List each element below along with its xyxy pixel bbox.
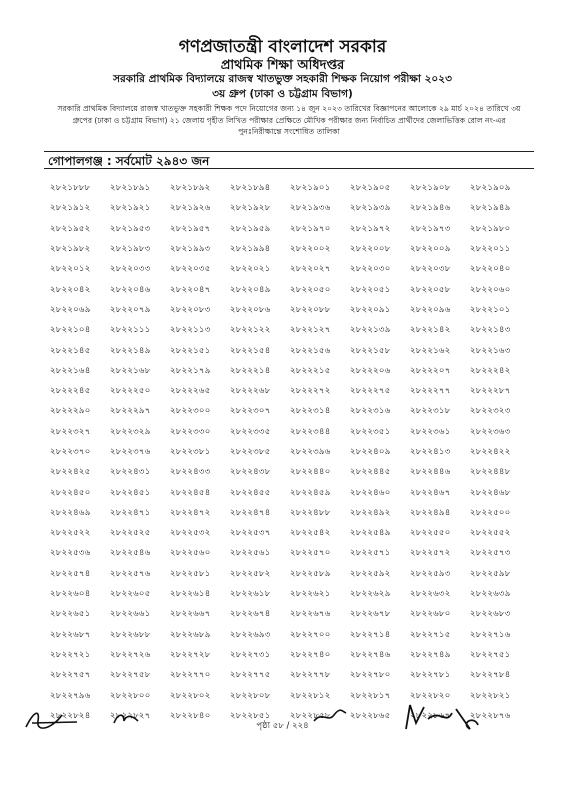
roll-number: ২৮২২০৩০: [350, 264, 391, 275]
roll-number: ২৮২১৯৫২: [50, 223, 91, 234]
roll-number: ২৮২২৫০০: [470, 507, 511, 518]
roll-number: ২৮২২৭৪৯: [410, 649, 451, 660]
roll-row: [50, 584, 530, 604]
roll-number: ২৮২২৭৭৫: [230, 670, 271, 681]
roll-number: ২৮২২৫২৫: [110, 528, 151, 539]
roll-number: ২৮২২৪৪৮: [470, 467, 511, 478]
roll-number: ২৮২২০০৮: [350, 244, 391, 255]
roll-number: ২৮২২৩০৭: [230, 406, 271, 417]
roll-number: ২৮২১৯৯৩: [170, 244, 211, 255]
roll-number: ২৮২২১১১: [110, 325, 151, 336]
roll-row: [50, 279, 530, 299]
roll-number: ২৮২২৪৫৪: [170, 487, 211, 498]
signature-3: [312, 707, 348, 727]
roll-number: ২৮২২১৫৮: [350, 345, 391, 356]
roll-number: ২৮২২৪৭৪: [230, 507, 271, 518]
roll-row: [50, 645, 530, 665]
roll-number: ২৮২২৪৩৩: [170, 467, 211, 478]
roll-number: ২৮২১৯৭২: [350, 223, 391, 234]
roll-number: ২৮২২৭২৮: [170, 649, 211, 660]
page-number: পৃষ্ঠা ৫৮ / ২২৪: [256, 721, 309, 731]
roll-number: ২৮২২৮২৪: [50, 710, 91, 721]
roll-number: ২৮২২০৮৩: [170, 304, 211, 315]
roll-number: ২৮২১৯৫৩: [110, 223, 151, 234]
roll-number: ২৮২২৭৮৪: [470, 670, 511, 681]
roll-number: ২৮২২২৮৭: [470, 386, 511, 397]
roll-number: ২৮২১৯৩৬: [290, 203, 331, 214]
roll-number: ২৮২১৯৪৯: [470, 203, 511, 214]
roll-row: [50, 462, 530, 482]
roll-number: ২৮২২২১৪: [230, 365, 271, 376]
roll-number: ২৮২২৩২৩: [470, 406, 511, 417]
roll-number: ২৮২২০৪৬: [110, 284, 151, 295]
district-separator: :: [106, 154, 112, 168]
roll-number: ২৮২২১৩৯: [350, 325, 391, 336]
roll-row: [50, 381, 530, 401]
roll-number: ২৮২২৭৯৬: [50, 690, 91, 701]
roll-number: ২৮২২৪৫১: [110, 487, 151, 498]
roll-number: ২৮২২৫৮৯: [290, 568, 331, 579]
roll-number: ২৮২২০৩৫: [170, 264, 211, 275]
roll-number: ২৮২২৪৫০: [50, 487, 91, 498]
roll-number: ২৮২২৮৬৫: [350, 710, 391, 721]
roll-number: ২৮২২৪৭১: [110, 507, 151, 518]
roll-number: ২৮২২৩৫১: [350, 426, 391, 437]
roll-number: ২৮২২৭১৬: [470, 629, 511, 640]
roll-number: ২৮২১৯৮৩: [110, 244, 151, 255]
roll-number: ২৮২২৩২৯: [110, 426, 151, 437]
roll-number: ২৮২২৪৩১: [110, 467, 151, 478]
roll-number: ২৮২২৪৬৯: [50, 507, 91, 518]
roll-number: ২৮২২০৫১: [350, 284, 391, 295]
roll-number: ২৮২২০৫০: [290, 284, 331, 295]
roll-number: ২৮২২৭৭৮: [290, 670, 331, 681]
roll-row: [50, 259, 530, 279]
roll-number: ২৮২২৭৮১: [410, 670, 451, 681]
roll-number: ২৮২২০১১: [470, 244, 511, 255]
roll-number: ২৮২২৭৩১: [230, 649, 271, 660]
roll-number: ২৮২২৫৩৬: [50, 548, 91, 559]
roll-number: ২৮২২০৩৩: [110, 264, 151, 275]
roll-number: ২৮২২১০১: [470, 304, 511, 315]
roll-number: ২৮২২৪৮৮: [290, 507, 331, 518]
roll-number: ২৮২১৮৯২: [170, 183, 211, 194]
roll-number: ২৮২২৬৮৩: [470, 609, 511, 620]
roll-number: ২৮২২০৮৮: [290, 304, 331, 315]
roll-number: ২৮২২৬৮৭: [50, 629, 91, 640]
roll-number: ২৮২২৩৪৪: [290, 426, 331, 437]
district-total: সর্বমোট ২৯৪৩ জন: [115, 154, 210, 168]
roll-number: ২৮২২৬৭৪: [230, 609, 271, 620]
roll-number: ২৮২২২৪২: [470, 365, 511, 376]
roll-number: ২৮২২৪৬৭: [410, 487, 451, 498]
roll-number: ২৮২২৮২০: [410, 690, 451, 701]
roll-number: ২৮২২৫৭১: [350, 548, 391, 559]
roll-number: ২৮২২৫৯৮: [470, 568, 511, 579]
roll-number: ২৮২১৮৯৪: [230, 183, 271, 194]
roll-row: [50, 523, 530, 543]
roll-number: ২৮২২১৫৪: [230, 345, 271, 356]
roll-number: ২৮২২১৪২: [410, 325, 451, 336]
roll-number: ২৮২২৭২১: [50, 649, 91, 660]
roll-row: [50, 361, 530, 381]
roll-number: ২৮২২৫৯২: [350, 568, 391, 579]
roll-number: ২৮২২৩১৪: [290, 406, 331, 417]
roll-number-table: [50, 178, 530, 726]
roll-number: ২৮২২৪৪০: [290, 467, 331, 478]
directorate-title: প্রাথমিক শিক্ষা অধিদপ্তর: [220, 58, 345, 73]
roll-number: ২৮২২০০৯: [410, 244, 451, 255]
roll-number: ২৮২২৪২২: [470, 447, 511, 457]
roll-number: ২৮২২৮১২: [290, 690, 331, 701]
roll-number: ২৮২২৮২৭: [110, 710, 151, 721]
roll-number: ২৮২২১৬৮: [110, 365, 151, 376]
roll-number: ২৮২১৯২১: [110, 203, 151, 214]
roll-number: ২৮২১৯৯৪: [230, 244, 271, 255]
roll-number: ২৮২২৭০০: [290, 629, 331, 640]
roll-number: ২৮২২৫৭৪: [50, 568, 91, 579]
roll-number: ২৮২২৩৮১: [170, 447, 211, 457]
roll-number: ২৮২২১৪৩: [470, 325, 511, 336]
roll-row: [50, 422, 530, 442]
roll-number: ২৮২২১৬২: [410, 345, 451, 356]
roll-number: ২৮২২৭১৪: [350, 629, 391, 640]
roll-number: ২৮২২৩১৬: [350, 406, 391, 417]
roll-number: ২৮২২৮৭৬: [470, 710, 511, 721]
roll-number: ২৮২২৪৩৮: [230, 467, 271, 478]
roll-row: [50, 604, 530, 624]
roll-number: ২৮২১৯০৫: [350, 183, 391, 194]
roll-number: ২৮২২৫৪৬: [110, 548, 151, 559]
roll-row: [50, 219, 530, 239]
roll-number: ২৮২২৬০৫: [110, 589, 151, 600]
roll-number: ২৮২২৫৩৭: [230, 528, 271, 539]
roll-number: ২৮২১৯৮০: [470, 223, 511, 234]
roll-number: ২৮২২৫৭৩: [470, 548, 511, 559]
roll-number: ২৮২২৬৮০: [410, 609, 451, 620]
roll-number: ২৮২২৫৪২: [290, 528, 331, 539]
roll-number: ২৮২২৫৬০: [170, 548, 211, 559]
roll-row: [50, 401, 530, 421]
roll-number: ২৮২১৯৩৯: [350, 203, 391, 214]
roll-number: ২৮২২৬৯৩: [230, 629, 271, 640]
roll-number: ২৮২২৬২৯: [350, 589, 391, 600]
roll-row: [50, 482, 530, 502]
roll-number: ২৮২২৬২১: [290, 589, 331, 600]
roll-number: ২৮২২১২২: [230, 325, 271, 336]
notice-description: সরকারি প্রাথমিক বিদ্যালয়ে রাজস্ব খাতভুক্ত সহকারী শিক্ষক পদে নিয়োগের জন্য ১৪ জুন ২০২৩ তারিখের বিজ্ঞাপনের আলোকে ২৯ মার্চ ২০২৪ তারিখে ৩য় গ্রুপের (ঢাকা ও চট্টগ্রাম বিভাগ) ২১ জেলায় গৃহীত লিখিত পরীক্ষার প্রেক্ষিতে মৌখিক পরীক্ষার জন্য নির্বাচিত প্রার্থীদের জেলাভিত্তিক রোল নং-এর পুনঃনিরীক্ষান্তে সংশোধিত তালিকা: [57, 104, 521, 136]
roll-row: [50, 543, 530, 563]
roll-number: ২৮২২২৭৭: [410, 386, 451, 397]
roll-number: ২৮২২২৬৮: [230, 386, 271, 397]
roll-number: ২৮২২৬৬১: [110, 609, 151, 620]
roll-number: ২৮২২৩৩০: [170, 426, 211, 437]
roll-number: ২৮২২৫৮১: [170, 568, 211, 579]
roll-number: ২৮২২৫৩২: [170, 528, 211, 539]
roll-number: ২৮২২৭১৫: [410, 629, 451, 640]
roll-number: ২৮২২২০৬: [350, 365, 391, 376]
roll-number: ২৮২২৩৮৫: [230, 447, 271, 457]
roll-number: ২৮২১৯০৮: [410, 183, 451, 194]
roll-number: ২৮২২৭৪০: [290, 649, 331, 660]
roll-row: [50, 239, 530, 259]
roll-number: ২৮২২৬৩৯: [470, 589, 511, 600]
roll-number: ২৮২২৩৬৩: [470, 426, 511, 437]
roll-number: ২৮২২১০৪: [50, 325, 91, 336]
roll-number: ২৮২২৮০০: [110, 690, 151, 701]
roll-row: [50, 503, 530, 523]
roll-number: ২৮২২১৪৯: [110, 345, 151, 356]
roll-row: [50, 340, 530, 360]
roll-number: ২৮২২৬০৪: [50, 589, 91, 600]
roll-number: ২৮২২৫৬১: [230, 548, 271, 559]
roll-number: ২৮২২৮৪০: [170, 710, 211, 721]
roll-number: ২৮২২৩৭৬: [110, 447, 151, 457]
roll-number: ২৮২২৮০২: [170, 690, 211, 701]
roll-row: [50, 320, 530, 340]
roll-number: ২৮২২৭৫৭: [50, 670, 91, 681]
roll-number: ২৮২২০৭৯: [110, 304, 151, 315]
roll-number: ২৮২১৯০১: [290, 183, 331, 194]
roll-number: ২৮২২২৪৫: [50, 386, 91, 397]
roll-number: ২৮২২৫৯৩: [410, 568, 451, 579]
roll-number: ২৮২২০৬০: [470, 284, 511, 295]
roll-number: ২৮২২৮৫৮: [290, 710, 331, 721]
roll-number: ২৮২২১৫১: [170, 345, 211, 356]
roll-number: ২৮২২৭৫৮: [110, 670, 151, 681]
roll-number: ২৮২২৩৯৬: [290, 447, 331, 457]
roll-row: [50, 178, 530, 198]
roll-number: ২৮২২৫৭০: [290, 548, 331, 559]
roll-number: ২৮২২৪৬৮: [470, 487, 511, 498]
roll-number: ২৮২২৬৩২: [410, 589, 451, 600]
roll-number: ২৮২২২৫০: [110, 386, 151, 397]
roll-number: ২৮২২০০২: [290, 244, 331, 255]
roll-number: ২৮২২৭৫১: [470, 649, 511, 660]
roll-number: ২৮২২৪৪৬: [410, 467, 451, 478]
roll-number: ২৮২২৫৮২: [230, 568, 271, 579]
roll-number: ২৮২২৪৪৫: [350, 467, 391, 478]
roll-number: ২৮২২২৭৫: [350, 386, 391, 397]
roll-number: ২৮২২০৯৬: [410, 304, 451, 315]
roll-row: [50, 564, 530, 584]
roll-number: ২৮২২৬৭৮: [350, 609, 391, 620]
roll-number: ২৮২২০৬৯: [50, 304, 91, 315]
roll-number: ২৮২২৪২৫: [50, 467, 91, 478]
roll-number: ২৮২২৩০০: [170, 406, 211, 417]
roll-number: ২৮২১৯৭০: [290, 223, 331, 234]
signature-4: [400, 699, 480, 737]
roll-number: ২৮২২৩২৭: [50, 426, 91, 437]
roll-number: ২৮২২০২৭: [290, 264, 331, 275]
government-title: গণপ্রজাতন্ত্রী বাংলাদেশ সরকার: [178, 37, 387, 57]
roll-number: ২৮২২৬৫১: [50, 609, 91, 620]
roll-number: ২৮২২১৬৩: [470, 345, 511, 356]
roll-number: ২৮২২৬১৪: [170, 589, 211, 600]
roll-row: [50, 198, 530, 218]
roll-number: ২৮২১৯৪৬: [410, 203, 451, 214]
roll-number: ২৮২২০৫৮: [410, 284, 451, 295]
roll-row: [50, 625, 530, 645]
roll-number: ২৮২২০৪২: [50, 284, 91, 295]
roll-number: ২৮২২৬৭৬: [290, 609, 331, 620]
roll-number: ২৮২২৮০৮: [230, 690, 271, 701]
roll-number: ২৮২২৫৪৯: [350, 528, 391, 539]
roll-number: ২৮২২০৪০: [470, 264, 511, 275]
roll-number: ২৮২২৮২১: [470, 690, 511, 701]
roll-number: ২৮২১৯৫৯: [230, 223, 271, 234]
roll-row: [50, 665, 530, 685]
roll-number: ২৮২১৯১২: [50, 203, 91, 214]
roll-number: ২৮২২৫২২: [50, 528, 91, 539]
roll-number: ২৮২২০৩৮: [410, 264, 451, 275]
roll-row: [50, 442, 530, 462]
roll-number: ২৮২২৩৭০: [50, 447, 91, 457]
exam-title: সরকারি প্রাথমিক বিদ্যালয়ে রাজস্ব খাতভুক্ত সহকারী শিক্ষক নিয়োগ পরীক্ষা ২০২৩: [113, 73, 452, 85]
roll-number: ২৮২২৪৭২: [170, 507, 211, 518]
roll-number: ২৮২২৭৪৬: [350, 649, 391, 660]
roll-number: ২৮২১৯৭৩: [410, 223, 451, 234]
roll-number: ২৮২২৭৮০: [350, 670, 391, 681]
roll-number: ২৮২২৪৯২: [350, 507, 391, 518]
roll-number: ২৮২২৫৫০: [410, 528, 451, 539]
roll-number: ২৮২২৪০৯: [350, 447, 391, 457]
roll-number: ২৮২২৪১৩: [410, 447, 451, 457]
district-heading: [44, 151, 534, 169]
page-footer: [0, 705, 565, 745]
roll-number: ২৮২২৮৬৭: [410, 710, 451, 721]
roll-number: ২৮২২১১৩: [170, 325, 211, 336]
roll-number: ২৮২১৮৮৮: [50, 183, 91, 194]
roll-number: ২৮২২৪৫৫: [230, 487, 271, 498]
roll-number: ২৮২২২১৫: [290, 365, 331, 376]
roll-number: ২৮২২৬৮৮: [110, 629, 151, 640]
roll-number: ২৮২২৭৭০: [170, 670, 211, 681]
group-title: ৩য় গ্রুপ (ঢাকা ও চট্টগ্রাম বিভাগ): [212, 88, 353, 100]
roll-number: ২৮২২৩৩৫: [230, 426, 271, 437]
roll-number: ২৮২২৫৭২: [410, 548, 451, 559]
roll-number: ২৮২২৮১৭: [350, 690, 391, 701]
roll-number: ২৮২২৫৭৬: [110, 568, 151, 579]
roll-number: ২৮২২০১২: [50, 264, 91, 275]
roll-number: ২৮২২৪৬০: [350, 487, 391, 498]
roll-number: ২৮২১৮৯১: [110, 183, 151, 194]
roll-number: ২৮২১৯২৬: [170, 203, 211, 214]
roll-number: ২৮২২২০৭: [410, 365, 451, 376]
roll-number: ২৮২১৯৫৭: [170, 223, 211, 234]
roll-number: ২৮২২৪৫৯: [290, 487, 331, 498]
roll-number: ২৮২২২৭২: [290, 386, 331, 397]
district-name: গোপালগঞ্জ: [48, 154, 103, 168]
roll-number: ২৮২২৫৫২: [470, 528, 511, 539]
roll-number: ২৮২২১২৭: [290, 325, 331, 336]
roll-number: ২৮২২৬৬৭: [170, 609, 211, 620]
roll-number: ২৮২২৪৯৪: [410, 507, 451, 518]
roll-row: [50, 300, 530, 320]
roll-number: ২৮২২৩১৮: [410, 406, 451, 417]
roll-number: ২৮২১৯৮২: [50, 244, 91, 255]
roll-number: ২৮২২৩৬১: [410, 426, 451, 437]
roll-number: ২৮২২৮৫১: [230, 710, 271, 721]
roll-number: ২৮২২৬১৮: [230, 589, 271, 600]
roll-number: ২৮২২১৪৫: [50, 345, 91, 356]
roll-number: ২৮২২০২১: [230, 264, 271, 275]
roll-number: ২৮২২১৫৬: [290, 345, 331, 356]
roll-number: ২৮২২০৯১: [350, 304, 391, 315]
roll-number: ২৮২২০৪৭: [170, 284, 211, 295]
roll-number: ২৮২১৯০৯: [470, 183, 511, 194]
roll-number: ২৮২২১৭৯: [170, 365, 211, 376]
roll-number: ২৮২২২৬৫: [170, 386, 211, 397]
roll-number: ২৮২২০৮৬: [230, 304, 271, 315]
roll-number: ২৮২২২৯৭: [110, 406, 151, 417]
roll-number: ২৮২২০৪৯: [230, 284, 271, 295]
roll-number: ২৮২২২৯০: [50, 406, 91, 417]
roll-number: ২৮২২৬৮৯: [170, 629, 211, 640]
roll-number: ২৮২২১৬৪: [50, 365, 91, 376]
roll-number: ২৮২২৭২৬: [110, 649, 151, 660]
roll-number: ২৮২১৯২৮: [230, 203, 271, 214]
